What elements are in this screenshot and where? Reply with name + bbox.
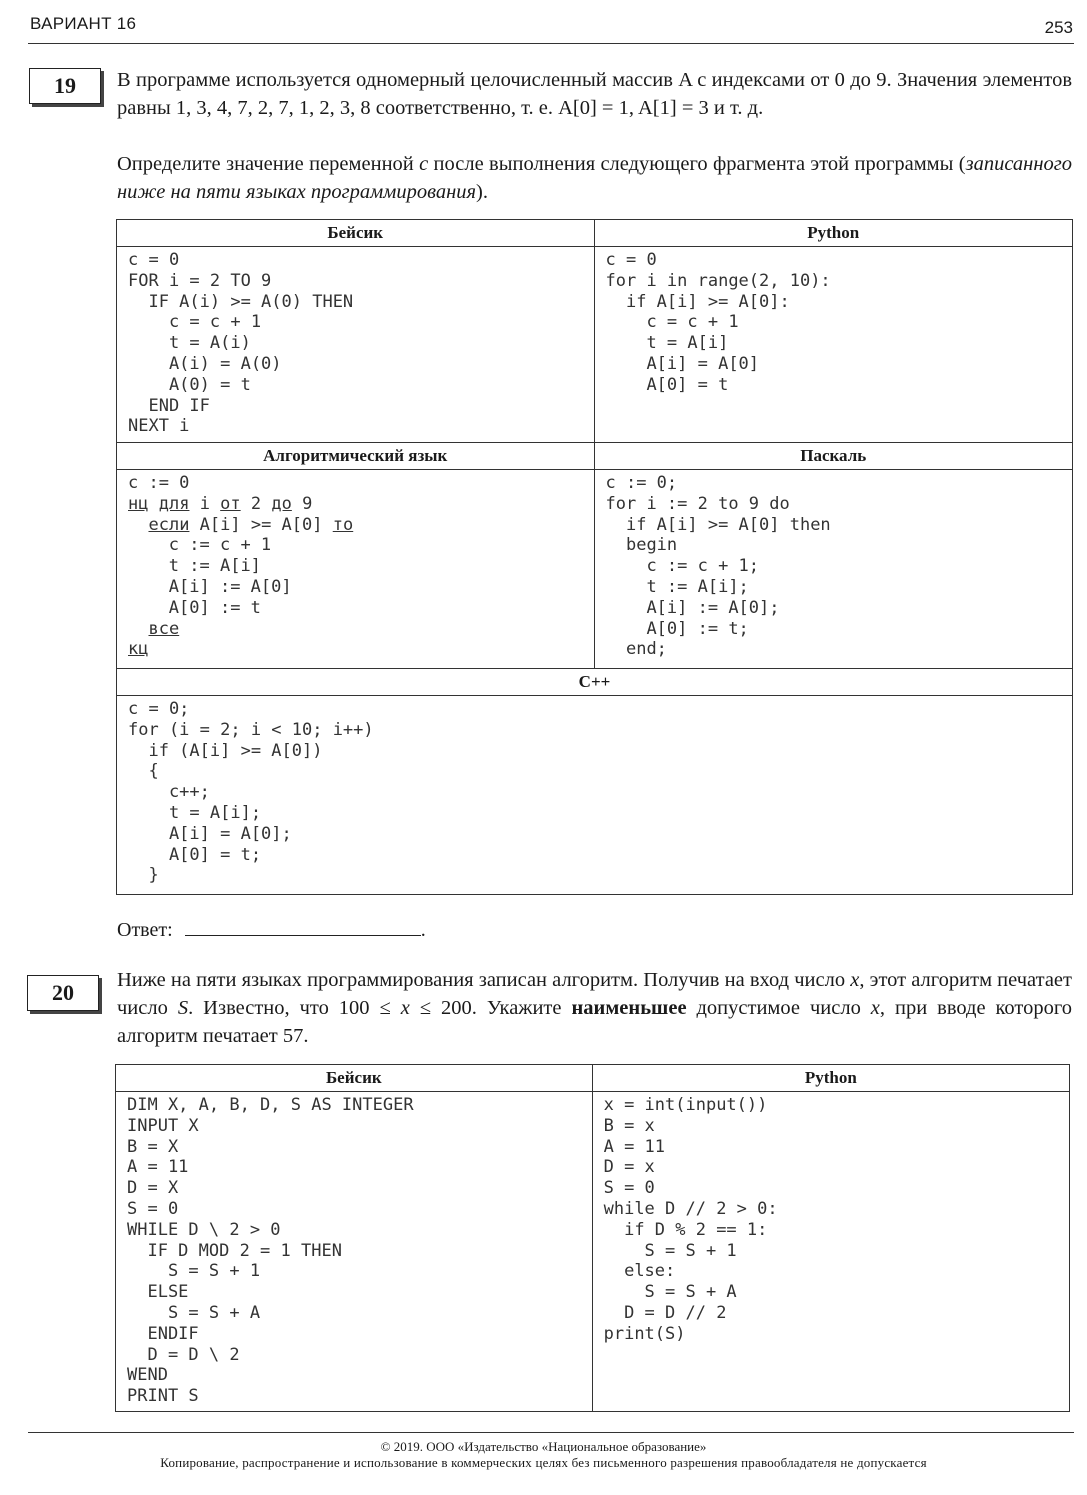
algo-num-9: 9 bbox=[291, 493, 313, 514]
q20-python-code: x = int(input()) B = x A = 11 D = x S = 0 while D // 2 > 0: if D % 2 == 1: S = S + 1 else: S = S + A D = D // 2 print(S) bbox=[603, 1095, 778, 1344]
python-code: c = 0 for i in range(2, 10): if A[i] >= A[0]: c = c + 1 t = A[i] A[i] = A[0] A[0] = t bbox=[605, 250, 831, 395]
var-x-2: x bbox=[400, 997, 410, 1019]
var-x-3: x bbox=[870, 997, 880, 1019]
algo-num-2: 2 bbox=[240, 493, 272, 514]
basic-header: Бейсик bbox=[117, 220, 595, 247]
var-s: S bbox=[177, 997, 189, 1019]
q20-text-c: . Известно, что 100 ≤ bbox=[188, 997, 401, 1019]
question-19-number: 19 bbox=[29, 68, 101, 104]
algo-body: c := c + 1 t := A[i] A[i] := A[0] A[0] := t bbox=[168, 535, 292, 618]
q20-python-header: Python bbox=[592, 1065, 1069, 1092]
page-number: 253 bbox=[1044, 18, 1073, 37]
q20-text-e: допустимое число bbox=[686, 997, 871, 1019]
algo-kw-esli: если bbox=[148, 514, 190, 535]
algo-header: Алгоритмический язык bbox=[117, 443, 595, 470]
task-text-c: ). bbox=[476, 181, 488, 203]
basic-code: c = 0 FOR i = 2 TO 9 IF A(i) >= A(0) THEN c = c + 1 t = A(i) A(i) = A(0) A(0) = t END IF NEXT i bbox=[128, 250, 354, 437]
algo-kw-dlya: для bbox=[158, 493, 190, 514]
variant-label: ВАРИАНТ 16 bbox=[30, 14, 137, 33]
pascal-code: c := 0; for i := 2 to 9 do if A[i] >= A[0] then begin c := c + 1; t := A[i]; A[i] := A[0]; A[0] := t; end; bbox=[605, 473, 831, 660]
task-text-a: Определите значение переменной bbox=[117, 153, 420, 175]
algo-kw-kc: кц bbox=[128, 639, 149, 660]
var-x-1: x bbox=[850, 969, 860, 991]
algo-kw-ot: от bbox=[220, 493, 241, 514]
python-header: Python bbox=[594, 220, 1073, 247]
algo-code bbox=[117, 470, 594, 664]
algo-condition: A[i] >= A[0] bbox=[189, 514, 333, 535]
task-text-b: после выполнения следующего фрагмента этой программы ( bbox=[428, 153, 966, 175]
algo-kw-do: до bbox=[271, 493, 292, 514]
pascal-header: Паскаль bbox=[594, 443, 1073, 470]
question-19-code-table bbox=[116, 219, 1073, 895]
question-20-code-table bbox=[115, 1064, 1070, 1412]
question-20-text bbox=[117, 966, 1072, 1050]
q20-text-b: , этот алгоритм печатает число bbox=[117, 969, 1072, 1019]
algo-kw-to: то bbox=[332, 514, 354, 535]
algo-kw-vse: все bbox=[148, 618, 180, 639]
footer-copyright: © 2019. ООО «Издательство «Национальное образование» bbox=[380, 1439, 707, 1454]
algo-kw-nc: нц bbox=[128, 493, 149, 514]
algo-line-1: c := 0 bbox=[128, 473, 190, 493]
header-divider bbox=[28, 43, 1074, 44]
answer-dot: . bbox=[420, 919, 426, 941]
footer-divider bbox=[28, 1432, 1074, 1433]
q20-bold-word: наименьшее bbox=[571, 997, 687, 1019]
q20-text-a: Ниже на пяти языках программирования записан алгоритм. Получив на вход число bbox=[117, 969, 851, 991]
cpp-code: c = 0; for (i = 2; i < 10; i++) if (A[i] >= A[0]) { c++; t = A[i]; A[i] = A[0]; A[0] = t; } bbox=[128, 699, 374, 886]
answer-label: Ответ: bbox=[117, 919, 173, 941]
footer-notice: Копирование, распространение и использование в коммерческих целях без письменного разрешения правообладателя не допускается bbox=[160, 1455, 927, 1470]
q20-text-d: ≤ 200. Укажите bbox=[409, 997, 572, 1019]
q20-text-f: , при вводе которого алгоритм печатает 57. bbox=[117, 997, 1072, 1047]
answer-row bbox=[117, 917, 426, 942]
question-19-task bbox=[117, 150, 1072, 206]
algo-var-i: i bbox=[189, 493, 221, 514]
task-text-italic: записанного ниже на пяти языках программирования bbox=[117, 153, 1072, 203]
q20-basic-code: DIM X, A, B, D, S AS INTEGER INPUT X B = X A = 11 D = X S = 0 WHILE D \ 2 > 0 IF D MOD 2 = 1 THEN S = S + 1 ELSE S = S + A ENDIF D = D \ 2 WEND PRINT S bbox=[127, 1095, 414, 1407]
answer-input-line[interactable] bbox=[185, 917, 421, 936]
cpp-header: C++ bbox=[117, 669, 1073, 696]
question-20-number: 20 bbox=[27, 975, 99, 1011]
variable-c: c bbox=[419, 153, 429, 175]
q20-basic-header: Бейсик bbox=[116, 1065, 593, 1092]
question-19-text: В программе используется одномерный целочисленный массив A с индексами от 0 до 9. Значения элементов равны 1, 3, 4, 7, 2, 7, 1, 2, 3, 8 соответственно, т. е. A[0] = 1, A[1] = 3 и т. д. bbox=[117, 69, 1072, 119]
